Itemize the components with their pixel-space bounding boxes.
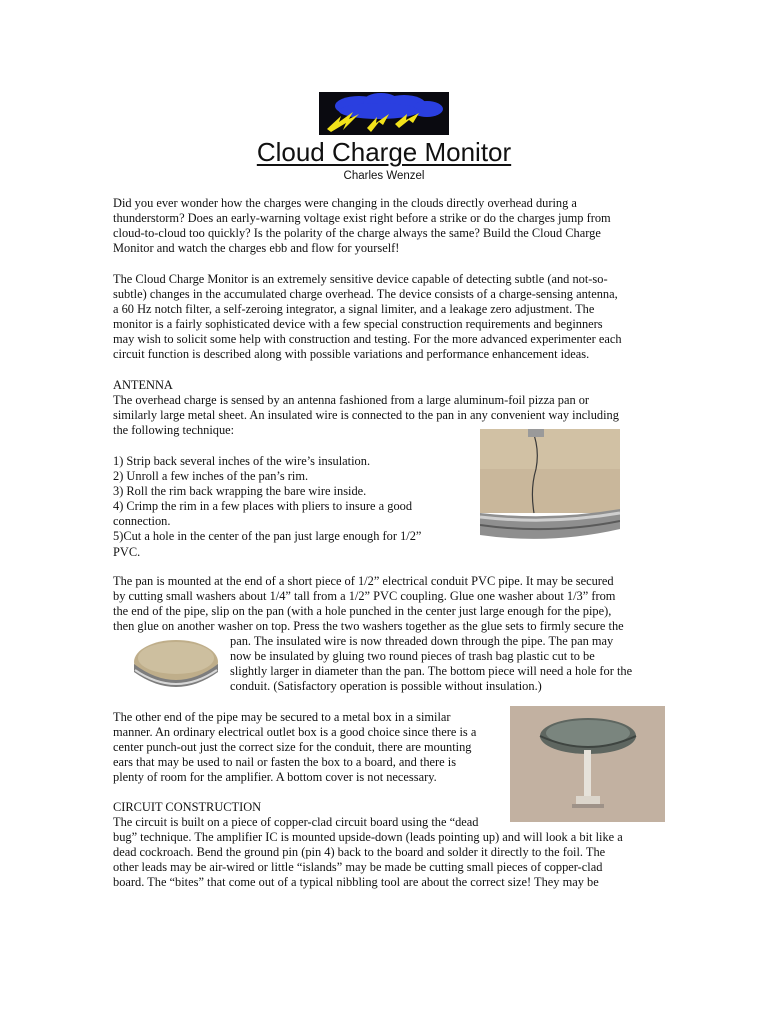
page-title: Cloud Charge Monitor xyxy=(256,137,512,167)
text-line: now be insulated by gluing two round pieces of trash bag plastic cut to be xyxy=(230,649,595,664)
text-line: slightly larger in diameter than the pan. The bottom piece will need a hole for the xyxy=(230,664,633,679)
text-line: similarly large metal sheet. An insulated wire is connected to the pan in any convenient way including xyxy=(113,408,619,423)
list-item: 4) Crimp the rim in a few places with pliers to insure a good xyxy=(113,499,413,514)
list-item: 5)Cut a hole in the center of the pan just large enough for 1/2” xyxy=(113,529,422,544)
text-line: The overhead charge is sensed by an antenna fashioned from a large aluminum-foil pizza pan or xyxy=(113,393,590,408)
text-line: conduit. (Satisfactory operation is possible without insulation.) xyxy=(230,679,542,694)
section-heading-antenna: ANTENNA xyxy=(113,378,173,392)
section-heading-circuit: CIRCUIT CONSTRUCTION xyxy=(113,800,262,814)
text-line: pan. The insulated wire is now threaded down through the pipe. The pan may xyxy=(230,634,614,648)
list-item: 2) Unroll a few inches of the pan’s rim. xyxy=(113,469,309,484)
text-line: a 60 Hz notch filter, a self-zeroing integrator, a signal limiter, and a leakage zero adjustment. The xyxy=(113,302,595,317)
cloud-lightning-icon xyxy=(319,92,449,135)
list-item: connection. xyxy=(113,514,171,529)
text-line: center punch-out just the correct size for the conduit, there are mounting xyxy=(113,740,472,755)
text-line: by cutting small washers about 1/4” tall from a 1/2” PVC coupling. Glue one washer about 1/3” from xyxy=(113,589,616,604)
list-item: PVC. xyxy=(113,544,141,559)
text-line: bug” technique. The amplifier IC is mounted upside-down (leads pointing up) and will look a bit like a xyxy=(113,830,623,845)
text-line: plenty of room for the amplifier. A bottom cover is not necessary. xyxy=(113,770,437,785)
text-line: The circuit is built on a piece of copper-clad circuit board using the “dead xyxy=(113,815,479,830)
text-line: manner. An ordinary electrical outlet box is a good choice since there is a xyxy=(113,725,477,740)
cloud-lightning-logo xyxy=(319,92,449,135)
insulated-pan-photo xyxy=(133,636,219,696)
text-line: thunderstorm? Does an early-warning voltage exist right before a strike or do the charges jump from xyxy=(113,211,611,226)
text-line: dead cockroach. Bend the ground pin (pin 4) back to the board and solder it directly to the foil. The xyxy=(113,845,606,860)
text-line: Monitor and watch the charges ebb and flow for yourself! xyxy=(113,241,400,256)
author-name: Charles Wenzel xyxy=(343,170,425,182)
foil-pan-photo-icon xyxy=(480,429,620,545)
text-line: ears that may be used to nail or fasten the box to a board, and there is xyxy=(113,755,457,770)
text-line: subtle) changes in the accumulated charge overhead. The device consists of a charge-sensing antenna, xyxy=(113,287,618,302)
text-line: then glue on another washer on top. Press the two washers together as the glue sets to firmly secure the xyxy=(113,619,624,634)
mount-paragraph xyxy=(113,574,624,634)
list-item: 1) Strip back several inches of the wire’s insulation. xyxy=(113,454,371,468)
text-line: the following technique: xyxy=(113,423,235,438)
list-item: 3) Roll the rim back wrapping the bare wire inside. xyxy=(113,484,367,499)
circuit-section xyxy=(113,800,623,891)
box-paragraph xyxy=(113,710,476,785)
intro-paragraph xyxy=(113,196,611,256)
text-line: monitor is a fairly sophisticated device with a few special construction requirements and beginners xyxy=(113,317,603,332)
insulation-paragraph xyxy=(230,634,632,694)
text-line: other leads may be air-wired or little “islands” may be made be cutting small pieces of copper-clad xyxy=(113,860,603,875)
text-line: cloud-to-cloud too quickly? Is the polarity of the charge always the same? Build the Cloud Charge xyxy=(113,226,601,241)
text-line: board. The “bites” that come out of a typical nibbling tool are about the correct size! They may be xyxy=(113,875,599,890)
text-line: The Cloud Charge Monitor is an extremely sensitive device capable of detecting subtle (and not-so- xyxy=(113,272,608,286)
text-line: the end of the pipe, slip on the pan (with a hole punched in the center just large enough for the pipe), xyxy=(113,604,612,619)
overview-paragraph xyxy=(113,272,622,363)
foil-pan-photo xyxy=(480,429,620,545)
text-line: Did you ever wonder how the charges were changing in the clouds directly overhead during a xyxy=(113,196,577,210)
insulated-pan-photo-icon xyxy=(133,636,219,696)
text-line: circuit function is described along with possible variations and performance enhancement ideas. xyxy=(113,347,590,362)
antenna-steps-list xyxy=(113,454,421,560)
text-line: The other end of the pipe may be secured to a metal box in a similar xyxy=(113,710,451,724)
text-line: The pan is mounted at the end of a short piece of 1/2” electrical conduit PVC pipe. It may be secured xyxy=(113,574,614,588)
text-line: may wish to solicit some help with construction and testing. For the more advanced experimenter each xyxy=(113,332,622,347)
